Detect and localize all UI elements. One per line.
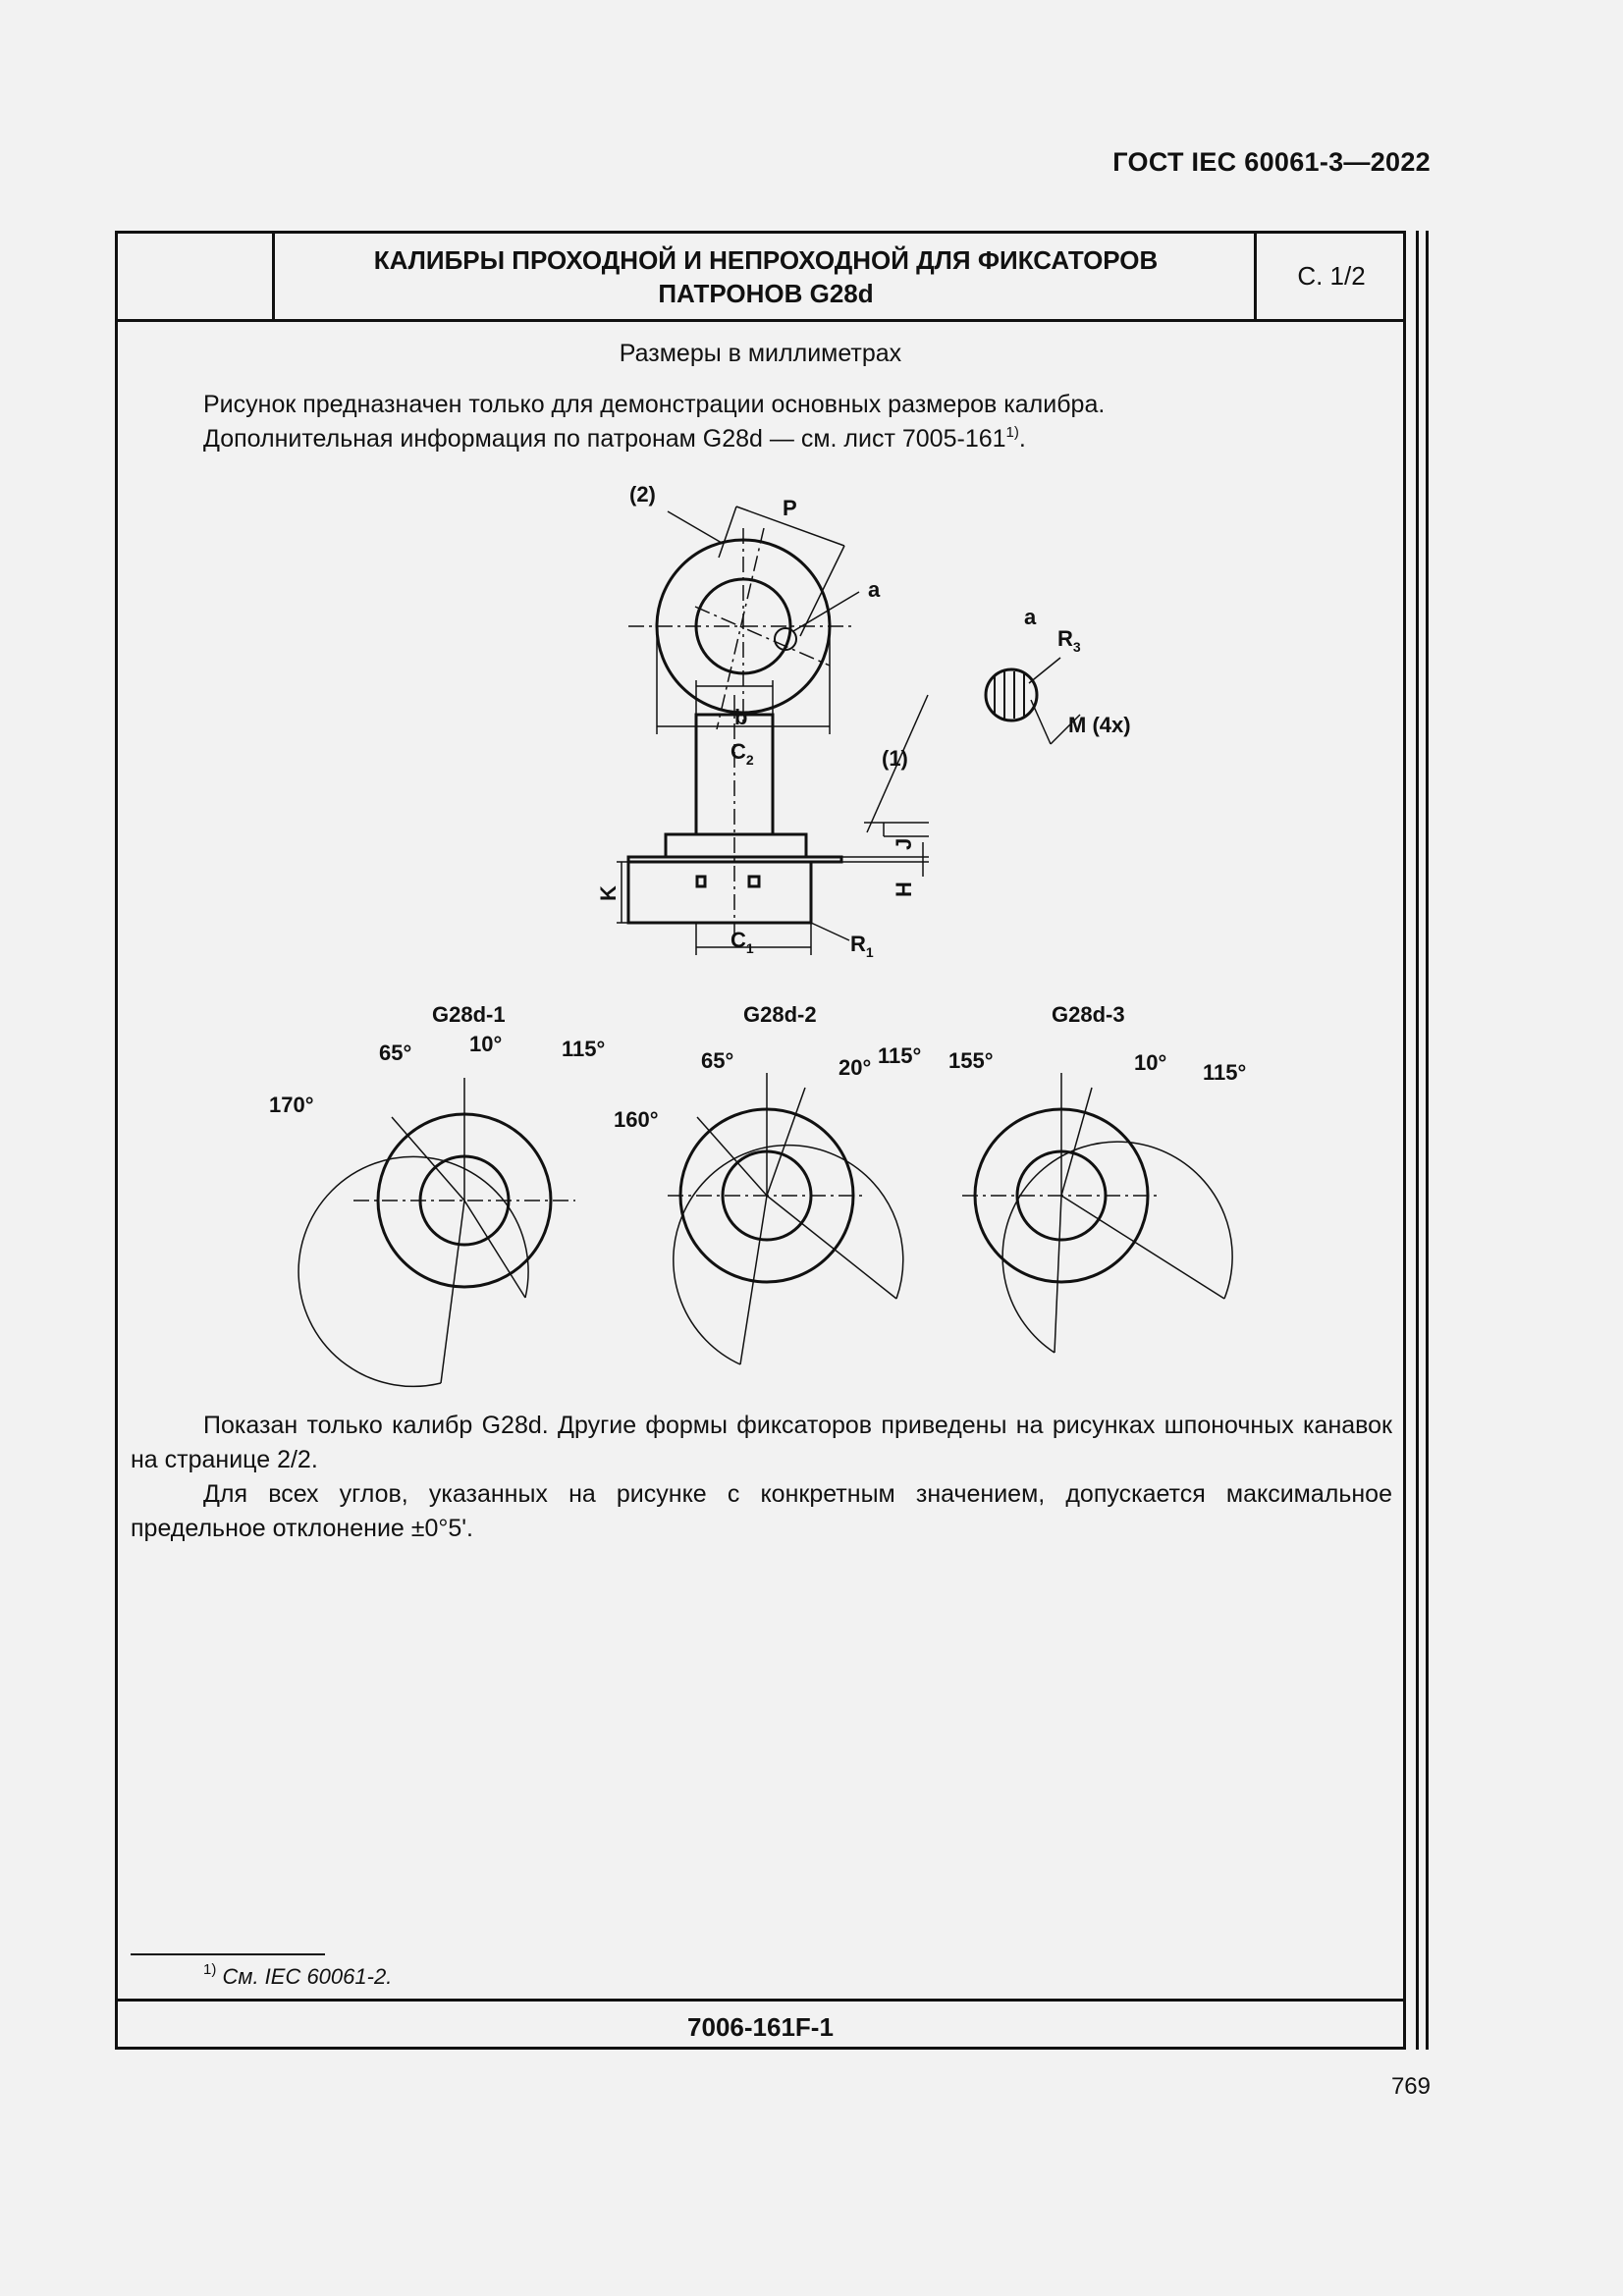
- intro-line-1: Рисунок предназначен только для демонстрации основных размеров калибра.: [203, 391, 1106, 418]
- label-a: a: [868, 577, 881, 602]
- label-r1: $R_1$: [850, 932, 874, 960]
- variant-3-angle-10: 10°: [1134, 1050, 1167, 1075]
- label-c2: $C_2$: [730, 739, 754, 768]
- variant-g28d-2-view: [668, 1073, 903, 1364]
- variant-2-angle-20: 20°: [839, 1055, 872, 1080]
- technical-drawing: [118, 234, 1403, 1412]
- units-note: Размеры в миллиметрах: [619, 340, 902, 367]
- label-m4x: M (4x): [1068, 713, 1131, 737]
- variant-1-angle-65: 65°: [379, 1041, 412, 1065]
- variant-2-angle-65: 65°: [701, 1048, 734, 1073]
- page-number: 769: [1390, 2073, 1431, 2100]
- frame-rule-outer-2: [1426, 231, 1429, 2050]
- variant-g28d-3-view: [962, 1073, 1232, 1353]
- label-c1: $C_1$: [730, 928, 754, 956]
- variant-1-angle-170: 170°: [269, 1093, 314, 1117]
- label-ref-1: (1): [882, 746, 908, 771]
- standard-designation: ГОСТ IEC 60061-3—2022: [1112, 147, 1431, 177]
- label-ref-2: (2): [629, 482, 656, 507]
- label-r3: $R_3$: [1057, 626, 1081, 655]
- frame-rule-outer-1: [1416, 231, 1419, 2050]
- label-k: K: [596, 885, 621, 901]
- variant-2-angle-160: 160°: [614, 1107, 659, 1132]
- side-view: [617, 680, 929, 955]
- top-view: [628, 507, 859, 734]
- label-a-detail: a: [1024, 605, 1037, 629]
- footnote: $^{1)}$ См. IEC 60061-2.: [203, 1961, 393, 1989]
- label-b: b: [734, 705, 748, 729]
- title-line-2: ПАТРОНОВ G28d: [658, 278, 874, 308]
- label-j: J: [892, 837, 916, 850]
- sheet-number: С. 1/2: [1254, 234, 1406, 319]
- note-1: Показан только калибр G28d. Другие формы фиксаторов приведены на рисунках шпоночных канавок на странице 2/2.: [131, 1412, 1392, 1473]
- intro-line-2: Дополнительная информация по патронам G28d — см. лист 7005-161$^{1)}$.: [203, 424, 1026, 453]
- sheet-code: 7006-161F-1: [118, 1999, 1403, 2053]
- variant-g28d-1-view: [298, 1078, 575, 1386]
- variant-1-name: G28d-1: [432, 1002, 506, 1027]
- detail-a-view: [986, 658, 1080, 744]
- variant-2-name: G28d-2: [743, 1002, 817, 1027]
- variant-1-angle-115: 115°: [562, 1037, 606, 1061]
- label-h: H: [892, 881, 916, 897]
- variant-3-angle-115: 115°: [1203, 1060, 1247, 1085]
- sheet-frame: [115, 231, 1406, 2050]
- variant-3-name: G28d-3: [1052, 1002, 1125, 1027]
- variant-2-angle-115: 115°: [878, 1043, 922, 1068]
- variant-3-angle-155: 155°: [948, 1048, 994, 1073]
- title-line-1: КАЛИБРЫ ПРОХОДНОЙ И НЕПРОХОДНОЙ ДЛЯ ФИКСАТОРОВ: [373, 244, 1159, 275]
- footnote-divider: [131, 1953, 325, 1955]
- label-p: P: [783, 496, 797, 520]
- note-2: Для всех углов, указанных на рисунке с конкретным значением, допускается максимальное предельное отклонение ±0°5'.: [131, 1480, 1392, 1542]
- notes-text: [131, 1409, 1392, 1546]
- variant-1-angle-10: 10°: [469, 1032, 503, 1056]
